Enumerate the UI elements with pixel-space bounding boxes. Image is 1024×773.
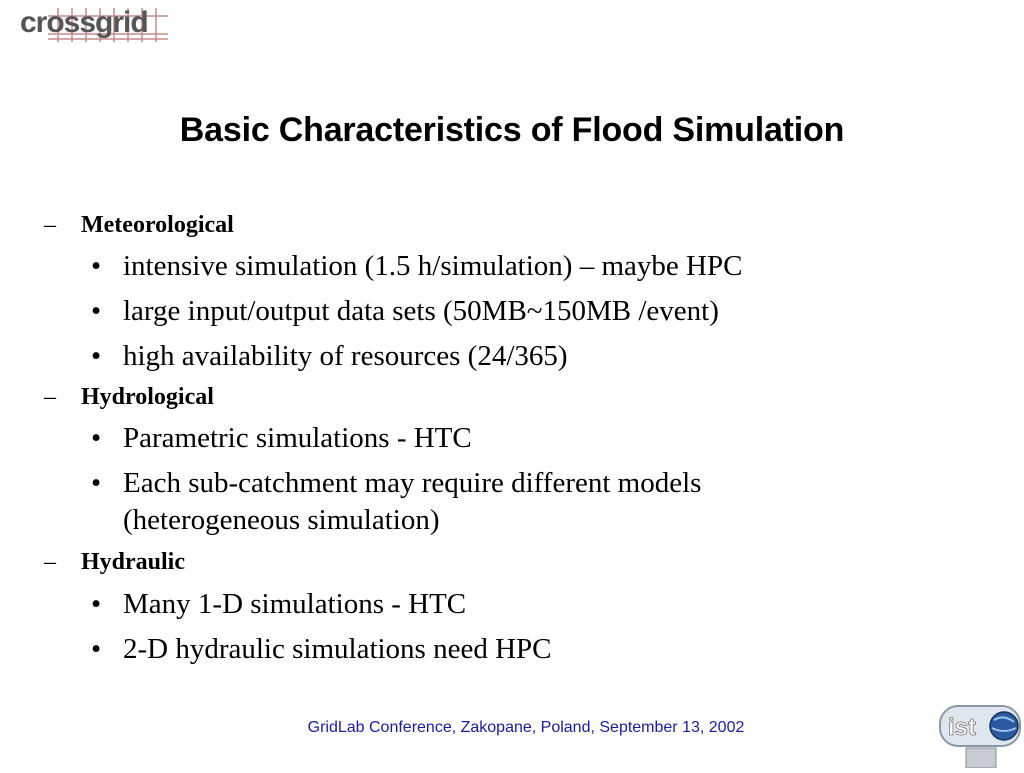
section-heading-meteorological (44, 210, 234, 240)
slide-title: Basic Characteristics of Flood Simulation (179, 111, 845, 149)
section-heading-hydrological (44, 382, 214, 412)
list-item (91, 631, 851, 668)
list-item-text: 2-D hydraulic simulations need HPC (123, 633, 552, 665)
bullet-marker: • (91, 340, 102, 372)
bullet-marker: • (91, 250, 102, 282)
ist-logo-text: ist (948, 714, 977, 741)
list-item (91, 338, 851, 375)
list-item-text: large input/output data sets (50MB~150MB /event) (123, 295, 719, 327)
list-item (91, 248, 851, 285)
crossgrid-logo-text: crossgrid (20, 6, 148, 39)
list-item-text: Each sub-catchment may require different models (heterogeneous simulation) (123, 467, 702, 536)
footer-text: GridLab Conference, Zakopane, Poland, September 13, 2002 (307, 719, 745, 736)
list-item-text: high availability of resources (24/365) (123, 340, 568, 372)
section-label: Meteorological (81, 212, 234, 238)
list-item (91, 293, 851, 330)
dash-marker: – (44, 384, 56, 410)
ist-logo (938, 704, 1022, 768)
bullet-marker: • (91, 422, 102, 454)
bullet-marker: • (91, 633, 102, 665)
dash-marker: – (44, 549, 56, 575)
dash-marker: – (44, 212, 56, 238)
list-item-text: Many 1-D simulations - HTC (123, 588, 467, 620)
list-item-text: intensive simulation (1.5 h/simulation) – maybe HPC (123, 250, 743, 282)
list-item (91, 586, 851, 623)
bullet-marker: • (91, 588, 102, 620)
list-item (91, 465, 851, 539)
globe-icon (990, 712, 1018, 740)
list-item (91, 420, 851, 457)
list-item-text: Parametric simulations - HTC (123, 422, 472, 454)
bullet-marker: • (91, 295, 102, 327)
section-label: Hydraulic (81, 549, 186, 575)
section-label: Hydrological (81, 384, 214, 410)
bullet-marker: • (91, 467, 102, 499)
crossgrid-logo (18, 4, 196, 44)
section-heading-hydraulic (44, 547, 185, 577)
